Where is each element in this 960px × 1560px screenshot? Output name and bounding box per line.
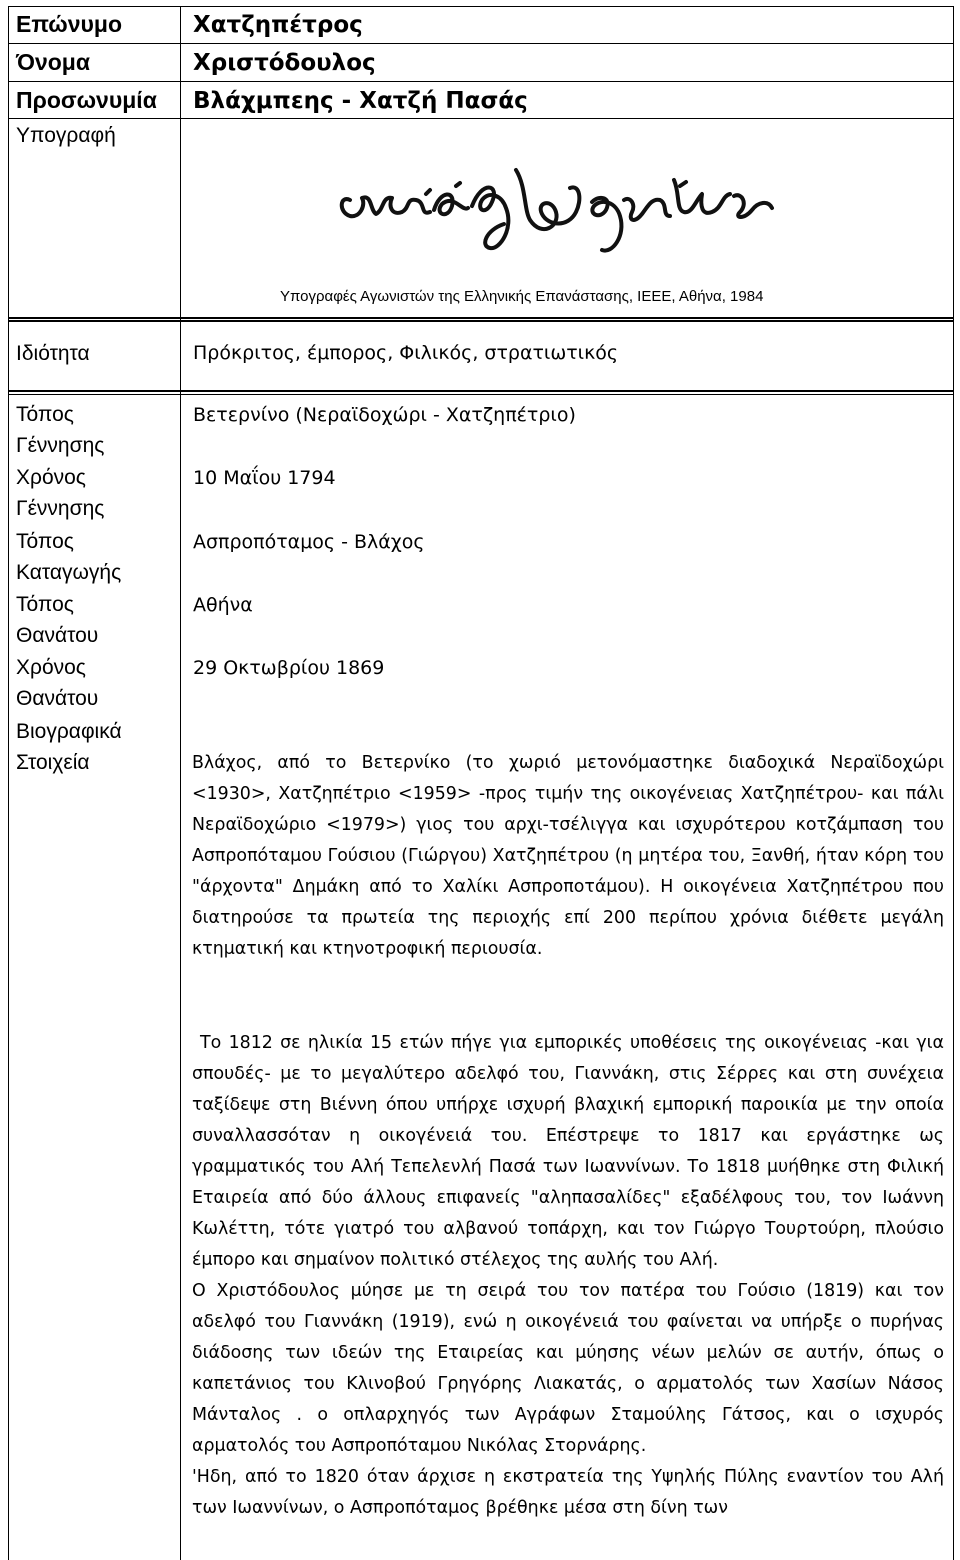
- nickname-value: Βλάχμπεης - Χατζή Πασάς: [193, 88, 528, 114]
- birth-place-label-line2: Γέννησης: [16, 434, 105, 457]
- profession-label: Ιδιότητα: [16, 342, 90, 365]
- table-border-top: [8, 6, 954, 7]
- birth-place-label-line1: Τόπος: [16, 403, 74, 426]
- row-divider: [8, 320, 954, 322]
- name-label: Όνομα: [16, 49, 91, 75]
- bio-label-line2: Στοιχεία: [16, 751, 90, 774]
- name-value: Χριστόδουλος: [193, 50, 376, 76]
- nickname-label: Προσωνυμία: [16, 87, 157, 113]
- bio-text-block-1: [192, 748, 944, 965]
- table-column-divider: [180, 6, 181, 1560]
- death-place-value: Αθήνα: [193, 594, 253, 616]
- bio-paragraph: 'Ηδη, από το 1820 όταν άρχισε η εκστρατεία της Υψηλής Πύλης εναντίον του Αλή των Ιωαννίνων, ο Ασπροπόταμος βρέθηκε μέσα στη δίνη των: [192, 1467, 944, 1518]
- birth-date-label-line1: Χρόνος: [16, 466, 86, 489]
- bio-paragraph: Βλάχος, από το Βετερνίκο (το χωριό μετονόμαστηκε διαδοχικά Νεραϊδοχώρι <1930>, Χατζηπέτριο <1959> -προς τιμήν της οικογένειας Χατζηπέτρου- και πάλι Νεραϊδοχώριο <1979>) γιος του αρχι-τσέλιγγα και ισχυρότερου κοτζάμπαση του Ασπροπόταμου Γούσιου (Γιώργου) Χατζηπέτρου (η μητέρα του, Ξανθή, ήταν κόρη του "άρχοντα" Δημάκη από το Χαλίκι Ασπροποτάμου). Η οικογένεια Χατζηπέτρου που διατηρούσε τα πρωτεία της περιοχής επί 200 περίπου χρόνια διέθετε μεγάλη κτηματική και κτηνοτροφική περιουσία.: [192, 753, 944, 959]
- table-border-left: [8, 6, 9, 1560]
- bio-label-line1: Βιογραφικά: [16, 720, 122, 743]
- profession-value: Πρόκριτος, έμπορος, Φιλικός, στρατιωτικός: [193, 342, 619, 364]
- handwritten-signature-image: [330, 150, 800, 260]
- death-date-label-line2: Θανάτου: [16, 687, 99, 710]
- row-divider: [8, 317, 954, 319]
- surname-label: Επώνυμο: [16, 11, 123, 37]
- surname-value: Χατζηπέτρος: [193, 12, 363, 38]
- signature-source-caption: Υπογραφές Αγωνιστών της Ελληνικής Επανάστασης, ΙΕΕΕ, Αθήνα, 1984: [280, 288, 764, 305]
- death-date-label-line1: Χρόνος: [16, 656, 86, 679]
- birth-place-value: Βετερνίνο (Νεραϊδοχώρι - Χατζηπέτριο): [193, 404, 576, 426]
- origin-label-line1: Τόπος: [16, 530, 74, 553]
- bio-paragraph: Ο Χριστόδουλος μύησε με τη σειρά του τον πατέρα του Γούσιο (1819) και τον αδελφό του Γιαννάκη (1919), ενώ η οικογένειά του φαίνεται να υπήρξε ο πυρήνας διάδοσης των ιδεών της Εταιρείας και μύησης νέων μελών σε αυτήν, όπως ο καπετάνιος του Κλινοβού Γρηγόρης Λιακατάς, ο αρματολός των Χασίων Νάσος Μάνταλος . ο οπλαρχηγός των Αγράφων Σταμούλης Γάτσος, και ο ισχυρός αρματολός του Ασπροπόταμου Νικόλας Στορνάρης.: [192, 1281, 944, 1456]
- origin-label-line2: Καταγωγής: [16, 561, 122, 584]
- birth-date-value: 10 Μαΐου 1794: [193, 467, 336, 489]
- signature-label: Υπογραφή: [16, 124, 116, 147]
- birth-date-label-line2: Γέννησης: [16, 497, 105, 520]
- table-border-right: [953, 6, 954, 1560]
- bio-paragraph: Το 1812 σε ηλικία 15 ετών πήγε για εμπορικές υποθέσεις της οικογένειας -και για σπουδές- με το μεγαλύτερο αδελφό του, Γιαννάκη, στις Σέρρες και στη συνέχεια ταξίδεψε στη Βιέννη όπου υπήρχε ισχυρή βλαχική εμπορική παροικία με την οποία συναλλασσόταν η οικογένειά του. Επέστρεψε το 1817 και εργάστηκε ως γραμματικός του Αλή Τεπελενλή Πασά των Ιωαννίνων. Το 1818 μυήθηκε στη Φιλική Εταιρεία από δύο άλλους επιφανείς "αληπασαλίδες" εξαδέλφους του, τον Ιωάννη Κωλέττη, τότε γιατρό του αλβανού τοπάρχη, και τον Γιώργο Τουρτούρη, πλούσιο έμπορο και σημαίνον πολιτικό στέλεχος της αυλής του Αλή.: [192, 1033, 944, 1270]
- row-divider: [8, 394, 954, 395]
- death-place-label-line2: Θανάτου: [16, 624, 99, 647]
- bio-text-block-2: [192, 1028, 944, 1524]
- row-divider: [8, 390, 954, 392]
- death-place-label-line1: Τόπος: [16, 593, 74, 616]
- death-date-value: 29 Οκτωβρίου 1869: [193, 657, 385, 679]
- row-divider: [8, 43, 954, 44]
- origin-value: Ασπροπόταμος - Βλάχος: [193, 531, 425, 553]
